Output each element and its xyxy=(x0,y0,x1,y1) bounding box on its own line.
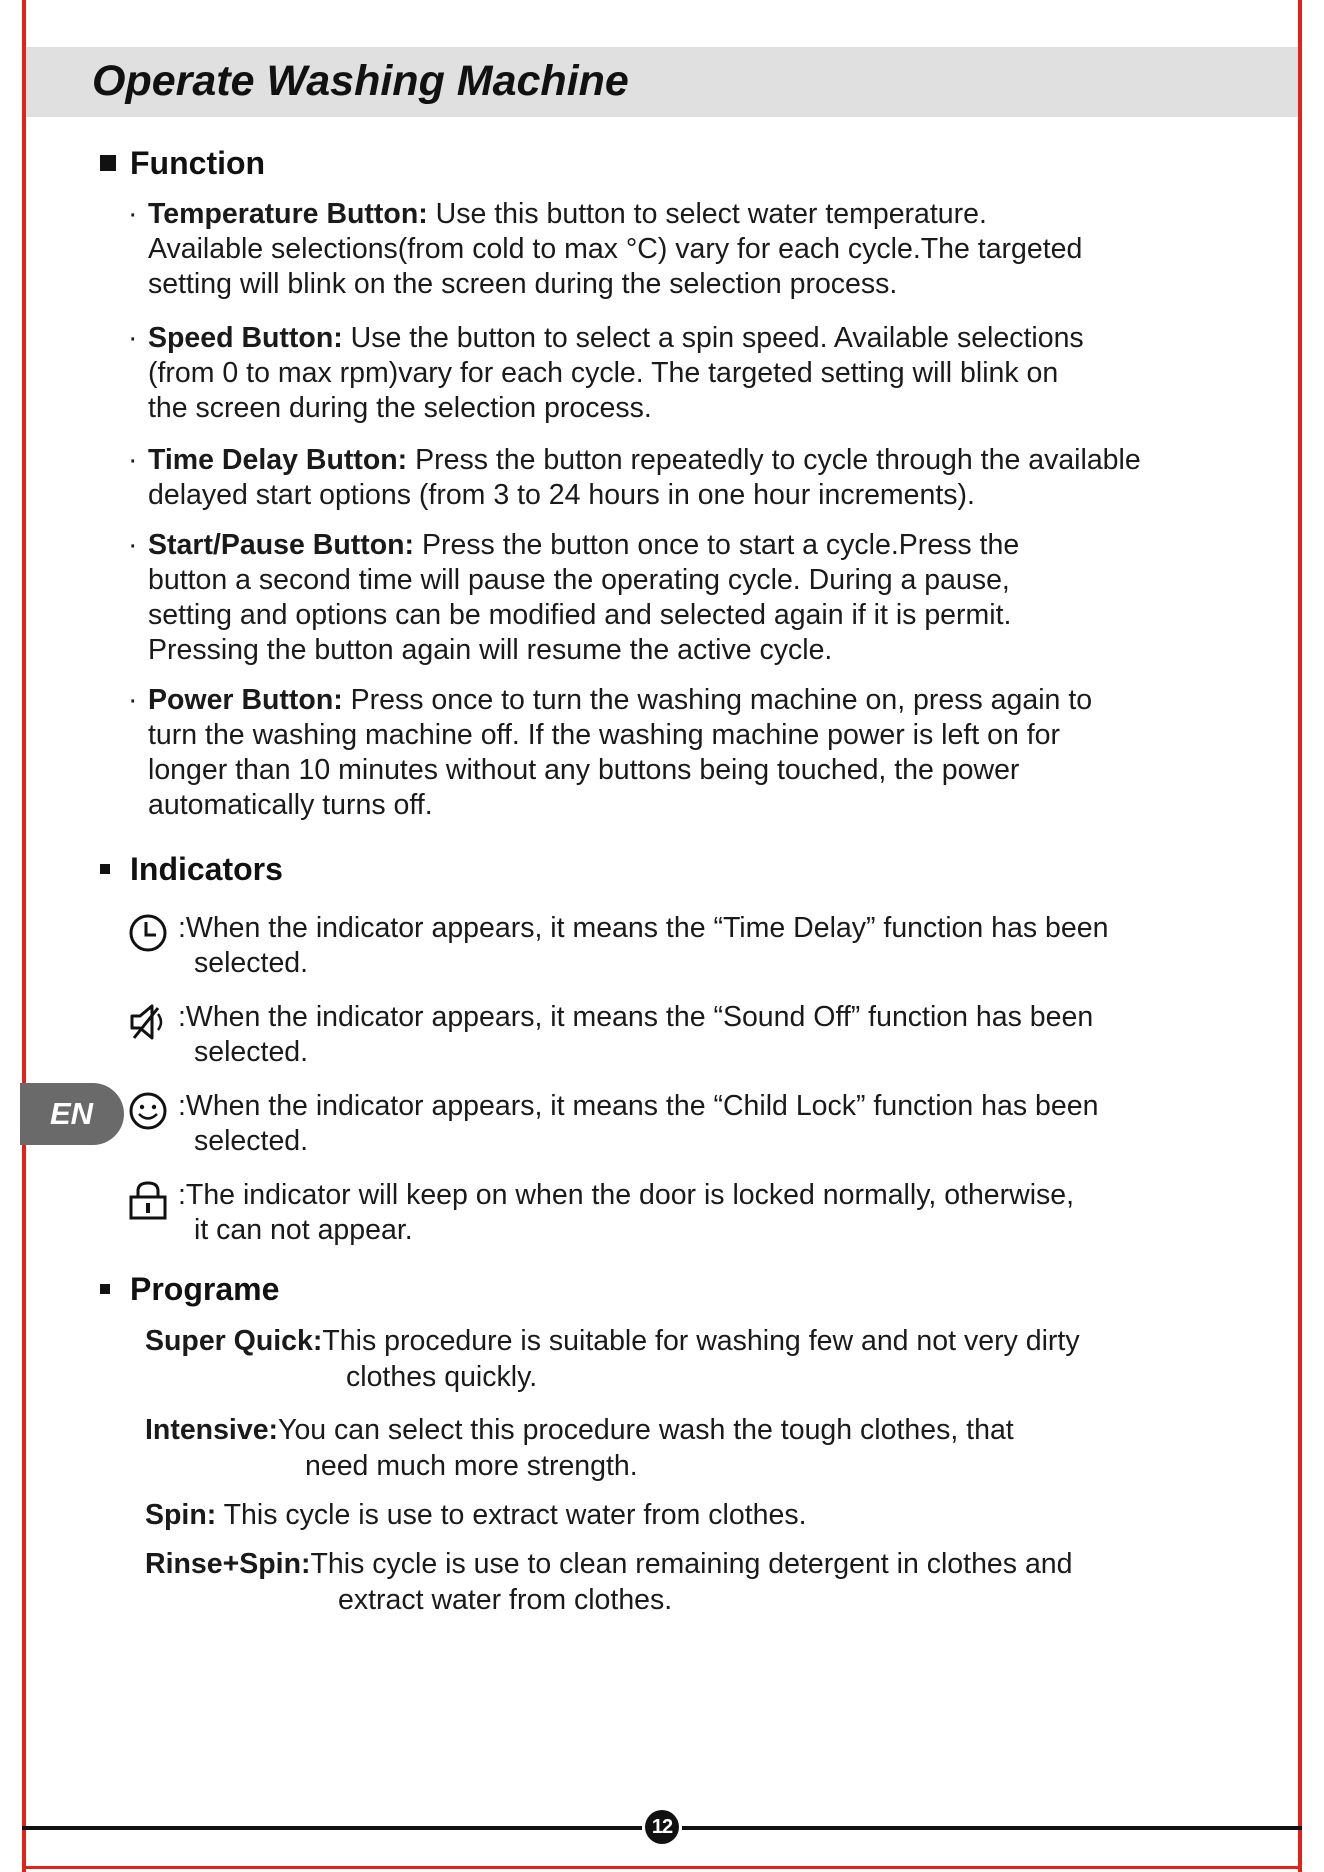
indicator-text: :When the indicator appears, it means the “Sound Off” function has been xyxy=(178,1001,1094,1033)
indicator-item-child-lock xyxy=(128,1089,1188,1159)
page-number: 12 xyxy=(645,1810,679,1844)
indicator-text: :When the indicator appears, it means the “Child Lock” function has been xyxy=(178,1090,1099,1122)
function-text: Available selections(from cold to max °C) vary for each cycle.The targeted xyxy=(148,233,1083,265)
programe-label: Spin: xyxy=(145,1499,217,1531)
function-text: delayed start options (from 3 to 24 hours in one hour increments). xyxy=(148,479,975,511)
function-item-start-pause xyxy=(128,528,1268,668)
function-item-time-delay xyxy=(128,443,1268,513)
programe-text: This cycle is use to extract water from clothes. xyxy=(216,1499,807,1531)
function-label: Time Delay Button: xyxy=(148,444,408,476)
function-text: Pressing the button again will resume the active cycle. xyxy=(148,634,833,666)
bullet-dot-icon: · xyxy=(128,684,138,716)
indicator-item-door-lock xyxy=(128,1178,1188,1248)
programe-item-intensive xyxy=(145,1412,1225,1484)
sound-off-icon xyxy=(128,1002,168,1042)
programe-text-cont: need much more strength. xyxy=(305,1450,638,1482)
function-text: setting will blink on the screen during the selection process. xyxy=(148,268,898,300)
function-text: Use this button to select water temperature. xyxy=(427,198,987,230)
programe-item-super-quick xyxy=(145,1323,1225,1395)
bottom-border xyxy=(22,1866,1302,1869)
page-title: Operate Washing Machine xyxy=(92,57,629,105)
indicator-text: :The indicator will keep on when the door is locked normally, otherwise, xyxy=(178,1179,1075,1211)
bullet-dot-icon: · xyxy=(128,322,138,354)
square-bullet-icon xyxy=(100,1284,110,1294)
function-heading xyxy=(100,143,265,183)
function-label: Speed Button: xyxy=(148,322,343,354)
function-text: Press the button repeatedly to cycle through the available xyxy=(407,444,1141,476)
function-item-speed xyxy=(128,321,1268,426)
footer-rule-left xyxy=(22,1826,642,1830)
indicator-text: :When the indicator appears, it means the “Time Delay” function has been xyxy=(178,912,1109,944)
square-bullet-icon xyxy=(100,864,110,874)
bullet-dot-icon: · xyxy=(128,198,138,230)
bullet-dot-icon: · xyxy=(128,529,138,561)
left-border xyxy=(22,0,26,1872)
function-item-power xyxy=(128,683,1268,823)
function-text: Press the button once to start a cycle.Press the xyxy=(414,529,1020,561)
footer-rule-right xyxy=(682,1826,1302,1830)
function-text: (from 0 to max rpm)vary for each cycle. The targeted setting will blink on xyxy=(148,357,1059,389)
bullet-dot-icon: · xyxy=(128,444,138,476)
function-text: button a second time will pause the operating cycle. During a pause, xyxy=(148,564,1010,596)
function-heading-label: Function xyxy=(130,145,266,181)
function-text: setting and options can be modified and selected again if it is permit. xyxy=(148,599,1012,631)
programe-text-cont: extract water from clothes. xyxy=(338,1584,673,1616)
programe-heading xyxy=(100,1269,279,1309)
programe-heading-label: Programe xyxy=(130,1271,280,1307)
function-text: Use the button to select a spin speed. Available selections xyxy=(342,322,1084,354)
indicator-item-time-delay xyxy=(128,911,1188,981)
function-text: automatically turns off. xyxy=(148,789,433,821)
square-bullet-icon xyxy=(100,155,116,171)
programe-label: Rinse+Spin: xyxy=(145,1548,311,1580)
indicators-heading-label: Indicators xyxy=(130,851,283,887)
indicator-text-cont: selected. xyxy=(194,1036,309,1068)
programe-label: Super Quick: xyxy=(145,1325,323,1357)
indicator-text-cont: selected. xyxy=(194,1125,309,1157)
programe-item-spin xyxy=(145,1497,1225,1533)
indicator-item-sound-off xyxy=(128,1000,1188,1070)
function-text: turn the washing machine off. If the washing machine power is left on for xyxy=(148,719,1060,751)
programe-text: This cycle is use to clean remaining detergent in clothes and xyxy=(310,1548,1073,1580)
function-text: longer than 10 minutes without any buttons being touched, the power xyxy=(148,754,1020,786)
function-text: the screen during the selection process. xyxy=(148,392,652,424)
function-label: Power Button: xyxy=(148,684,343,716)
programe-text: This procedure is suitable for washing few and not very dirty xyxy=(322,1325,1080,1357)
programe-item-rinse-spin xyxy=(145,1546,1225,1618)
right-border xyxy=(1298,0,1302,1872)
language-tab: EN xyxy=(20,1083,124,1145)
function-label: Temperature Button: xyxy=(148,198,428,230)
function-item-temperature xyxy=(128,197,1268,302)
door-lock-icon xyxy=(128,1180,168,1220)
child-lock-icon xyxy=(128,1091,168,1131)
indicator-text-cont: it can not appear. xyxy=(194,1214,413,1246)
indicator-text-cont: selected. xyxy=(194,947,309,979)
indicators-heading xyxy=(100,849,283,889)
clock-icon xyxy=(128,913,168,953)
programe-label: Intensive: xyxy=(145,1414,279,1446)
function-text: Press once to turn the washing machine on, press again to xyxy=(342,684,1093,716)
programe-text-cont: clothes quickly. xyxy=(346,1361,538,1393)
function-label: Start/Pause Button: xyxy=(148,529,415,561)
programe-text: You can select this procedure wash the tough clothes, that xyxy=(278,1414,1014,1446)
